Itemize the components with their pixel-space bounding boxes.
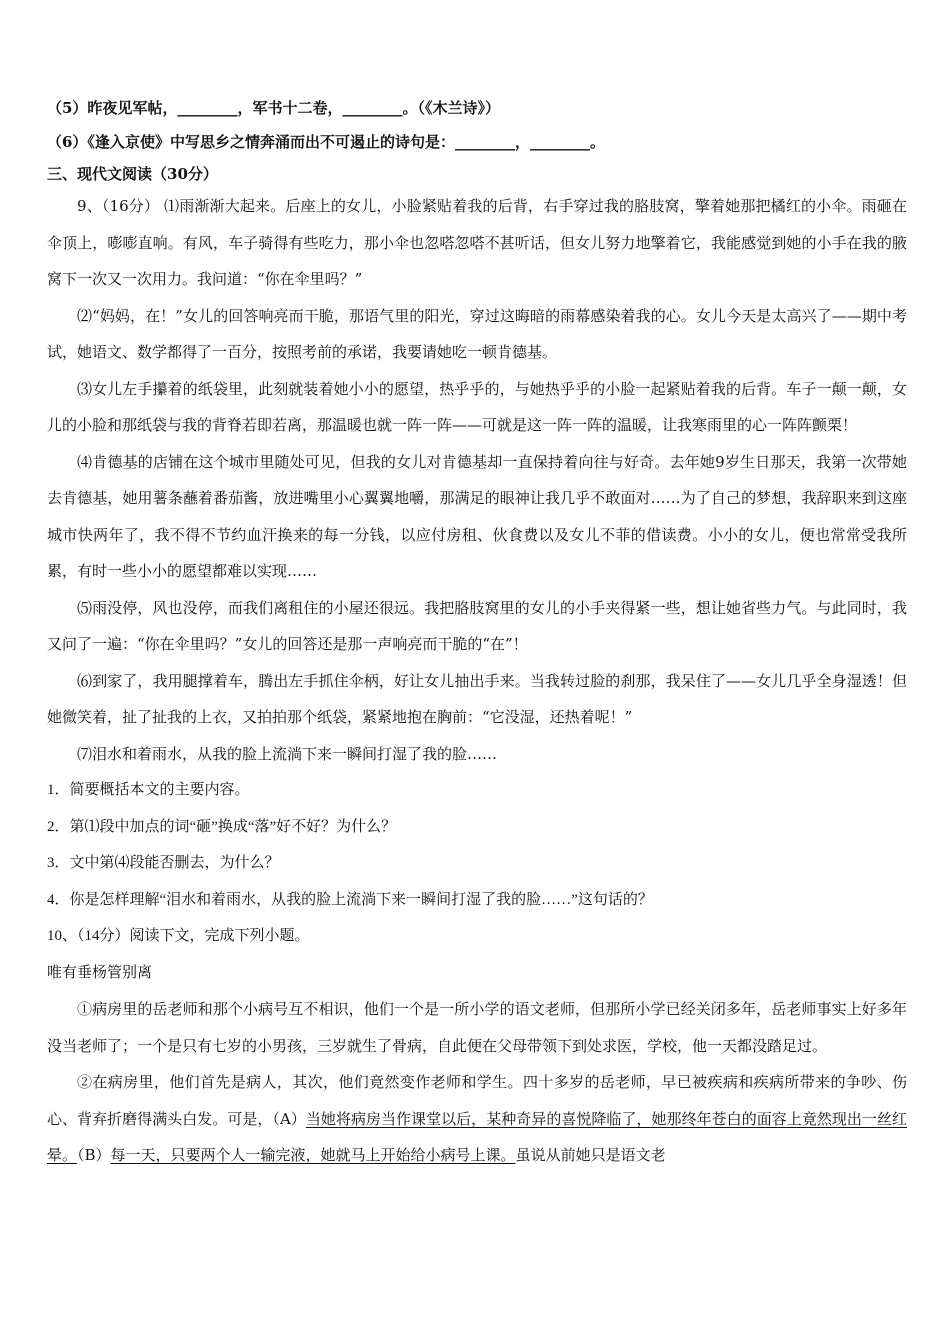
q10-paragraph-2-end: 虽说从前她只是语文老 xyxy=(515,1146,666,1164)
section-3-title: 三、现代文阅读（30分） xyxy=(47,165,218,183)
document-page xyxy=(47,98,907,1174)
q9-paragraph-4: ⑷肯德基的店铺在这个城市里随处可见，但我的女儿对肯德基却一直保持着向往与好奇。去年她9岁生日那天，我第一次带她去肯德基，她用薯条蘸着番茄酱，放进嘴里小心翼翼地嚼，那满足的眼神让我几乎不敢面对……为了自己的梦想，我辞职来到这座城市快两年了，我不得不节约血汗换来的每一分钱，以应付房租、伙食费以及女儿不菲的借读费。小小的女儿，便也常常受我所累，有时一些小小的愿望都难以实现…… xyxy=(47,452,907,580)
q10-paragraph-2-mid: （B） xyxy=(77,1146,111,1164)
q10-paragraph-2-start: ②在病房里，他们首先是病人，其次，他们竟然变作老师和学生。四十多岁的岳老师，早已被疾病和疾病所带来的争吵、伤心、背弃折磨得满头白发。可是，（A） xyxy=(47,1073,907,1128)
q10-passage-title: 唯有垂杨管别离 xyxy=(47,964,153,981)
q9-question-2: 2．第⑴段中加点的词“砸”换成“落”好不好？为什么？ xyxy=(47,818,397,835)
underlined-sentence-a: 当她将病房当作课堂以后，某种奇异的喜悦降临了，她那终年苍白的面容上竟然现出一丝红晕。 xyxy=(47,1109,907,1164)
q10-header: 10、（14分）阅读下文，完成下列小题。 xyxy=(47,928,310,944)
q9-paragraph-1: 9、（16分） ⑴雨渐渐大起来。后座上的女儿，小脸紧贴着我的后背，右手穿过我的胳肢窝，擎着她那把橘红的小伞。雨砸在伞顶上，嘭嘭直响。有风，车子骑得有些吃力，那小伞也忽嗒忽嗒不甚听话，但女儿努力地擎着它，我能感觉到她的小手在我的腋窝下一次又一次用力。我问道：“你在伞里吗？” xyxy=(47,197,907,288)
underlined-sentence-b: 每一天，只要两个人一输完液，她就马上开始给小病号上课。 xyxy=(110,1146,516,1164)
q9-question-3: 3．文中第⑷段能否删去，为什么？ xyxy=(47,855,280,871)
q9-question-1: 1．简要概括本文的主要内容。 xyxy=(47,782,250,798)
q10-paragraph-2 xyxy=(47,1064,907,1174)
q10-paragraph-1: ①病房里的岳老师和那个小病号互不相识，他们一个是一所小学的语文老师，但那所小学已经关闭多年，岳老师事实上好多年没当老师了；一个是只有七岁的小男孩，三岁就生了骨病，自此便在父母带领下到处求医，学校，他一天都没踏足过。 xyxy=(47,1000,907,1055)
q9-paragraph-3: ⑶女儿左手攥着的纸袋里，此刻就装着她小小的愿望，热乎乎的，与她热乎乎的小脸一起紧贴着我的后背。车子一颠一颠，女儿的小脸和那纸袋与我的背脊若即若离，那温暖也就一阵一阵——可就是这一阵一阵的温暖，让我寒雨里的心一阵阵颤栗！ xyxy=(47,379,907,434)
fill-question-6: （6）《逢入京使》中写思乡之情奔涌而出不可遏止的诗句是：________，________。 xyxy=(47,133,605,151)
q9-paragraph-7: ⑺泪水和着雨水，从我的脸上流淌下来一瞬间打湿了我的脸…… xyxy=(77,744,498,763)
q9-question-4: 4．你是怎样理解“泪水和着雨水，从我的脸上流淌下来一瞬间打湿了我的脸……”这句话的？ xyxy=(47,891,653,908)
q9-paragraph-2: ⑵“妈妈，在！”女儿的回答响亮而干脆，那语气里的阳光，穿过这晦暗的雨幕感染着我的心。女儿今天是太高兴了——期中考试，她语文、数学都得了一百分，按照考前的承诺，我要请她吃一顿肯德基。 xyxy=(47,306,907,361)
fill-question-5: （5）昨夜见军帖，________，军书十二卷，________。（《木兰诗》） xyxy=(47,99,500,117)
q9-paragraph-6: ⑹到家了，我用腿撑着车，腾出左手抓住伞柄，好让女儿抽出手来。当我转过脸的刹那，我呆住了——女儿几乎全身湿透！但她微笑着，扯了扯我的上衣，又拍拍那个纸袋，紧紧地抱在胸前：“它没湿，还热着呢！” xyxy=(47,671,907,726)
q9-paragraph-5: ⑸雨没停，风也没停，而我们离租住的小屋还很远。我把胳肢窝里的女儿的小手夹得紧一些，想让她省些力气。与此同时，我又问了一遍：“你在伞里吗？”女儿的回答还是那一声响亮而干脆的“在”！ xyxy=(47,598,907,653)
